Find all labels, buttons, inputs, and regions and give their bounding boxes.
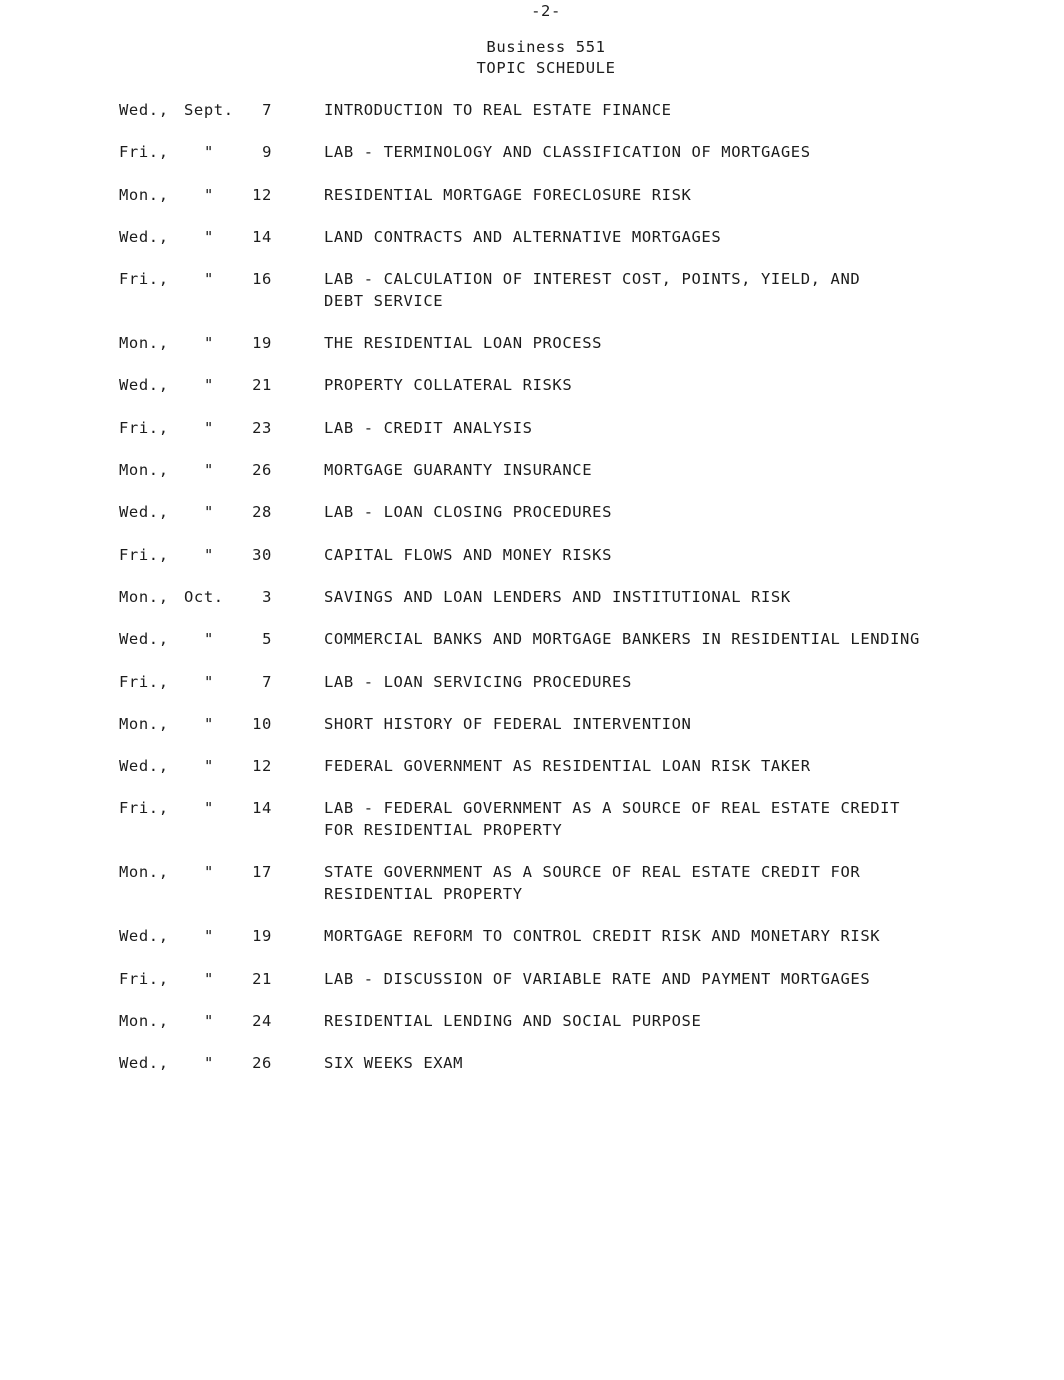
- schedule-day: Wed.,: [119, 630, 169, 649]
- schedule-date: 7: [262, 672, 272, 691]
- schedule-date: 12: [252, 185, 272, 204]
- schedule-date: 26: [252, 1054, 272, 1073]
- schedule-topic: CAPITAL FLOWS AND MONEY RISKS: [324, 545, 613, 564]
- schedule-row: [0, 184, 1064, 226]
- schedule-row: [0, 99, 1064, 141]
- topic-schedule: [0, 99, 1064, 1095]
- schedule-topic: MORTGAGE REFORM TO CONTROL CREDIT RISK AND MONETARY RISK: [324, 927, 881, 946]
- schedule-month: ": [204, 969, 214, 988]
- schedule-date: 21: [252, 969, 272, 988]
- schedule-month: ": [204, 376, 214, 395]
- schedule-topic: LAB - LOAN CLOSING PROCEDURES: [324, 503, 613, 522]
- schedule-day: Mon.,: [119, 587, 169, 606]
- schedule-topic: THE RESIDENTIAL LOAN PROCESS: [324, 334, 603, 353]
- schedule-row: [0, 459, 1064, 501]
- schedule-date: 12: [252, 757, 272, 776]
- schedule-date: 19: [252, 927, 272, 946]
- schedule-row: [0, 268, 1064, 332]
- schedule-topic: LAB - DISCUSSION OF VARIABLE RATE AND PAYMENT MORTGAGES: [324, 969, 871, 988]
- schedule-topic: FEDERAL GOVERNMENT AS RESIDENTIAL LOAN RISK TAKER: [324, 757, 811, 776]
- document-header: [0, 37, 1064, 79]
- schedule-topic: STATE GOVERNMENT AS A SOURCE OF REAL ESTATE CREDIT FOR RESIDENTIAL PROPERTY: [324, 863, 861, 904]
- schedule-row: [0, 586, 1064, 628]
- schedule-month: ": [204, 714, 214, 733]
- schedule-row: [0, 417, 1064, 459]
- schedule-topic: LAND CONTRACTS AND ALTERNATIVE MORTGAGES: [324, 227, 722, 246]
- schedule-date: 30: [252, 545, 272, 564]
- schedule-date: 21: [252, 376, 272, 395]
- schedule-day: Wed.,: [119, 1054, 169, 1073]
- schedule-topic: MORTGAGE GUARANTY INSURANCE: [324, 461, 593, 480]
- schedule-day: Fri.,: [119, 672, 169, 691]
- schedule-day: Mon.,: [119, 334, 169, 353]
- schedule-month: ": [204, 757, 214, 776]
- schedule-day: Fri.,: [119, 969, 169, 988]
- schedule-topic: RESIDENTIAL MORTGAGE FORECLOSURE RISK: [324, 185, 692, 204]
- schedule-day: Wed.,: [119, 376, 169, 395]
- schedule-month: ": [204, 1012, 214, 1031]
- schedule-row: [0, 968, 1064, 1010]
- schedule-topic: SAVINGS AND LOAN LENDERS AND INSTITUTIONAL RISK: [324, 587, 791, 606]
- schedule-month: ": [204, 418, 214, 437]
- schedule-month: ": [204, 270, 214, 289]
- schedule-topic: LAB - CREDIT ANALYSIS: [324, 418, 533, 437]
- schedule-day: Wed.,: [119, 927, 169, 946]
- schedule-month: ": [204, 863, 214, 882]
- schedule-month: ": [204, 503, 214, 522]
- schedule-day: Wed.,: [119, 503, 169, 522]
- schedule-date: 23: [252, 418, 272, 437]
- page-number: -2-: [531, 2, 561, 20]
- schedule-title: TOPIC SCHEDULE: [476, 59, 616, 77]
- schedule-topic: LAB - FEDERAL GOVERNMENT AS A SOURCE OF REAL ESTATE CREDIT FOR RESIDENTIAL PROPERTY: [324, 799, 901, 840]
- schedule-day: Fri.,: [119, 799, 169, 818]
- schedule-topic: COMMERCIAL BANKS AND MORTGAGE BANKERS IN RESIDENTIAL LENDING: [324, 630, 920, 649]
- schedule-date: 16: [252, 270, 272, 289]
- schedule-topic: SIX WEEKS EXAM: [324, 1054, 464, 1073]
- course-title: Business 551: [486, 38, 606, 56]
- schedule-date: 14: [252, 227, 272, 246]
- schedule-month: Oct.: [184, 587, 224, 606]
- schedule-row: [0, 628, 1064, 670]
- schedule-date: 9: [262, 143, 272, 162]
- schedule-topic: PROPERTY COLLATERAL RISKS: [324, 376, 573, 395]
- schedule-day: Wed.,: [119, 757, 169, 776]
- schedule-topic: INTRODUCTION TO REAL ESTATE FINANCE: [324, 101, 672, 119]
- schedule-row: [0, 332, 1064, 374]
- schedule-month: Sept.: [184, 101, 234, 119]
- schedule-date: 7: [262, 101, 272, 119]
- schedule-topic: SHORT HISTORY OF FEDERAL INTERVENTION: [324, 714, 692, 733]
- schedule-date: 17: [252, 863, 272, 882]
- schedule-month: ": [204, 927, 214, 946]
- schedule-day: Fri.,: [119, 143, 169, 162]
- schedule-date: 14: [252, 799, 272, 818]
- schedule-month: ": [204, 227, 214, 246]
- schedule-row: [0, 141, 1064, 183]
- schedule-day: Wed.,: [119, 227, 169, 246]
- schedule-day: Fri.,: [119, 418, 169, 437]
- schedule-row: [0, 797, 1064, 861]
- schedule-date: 10: [252, 714, 272, 733]
- schedule-row: [0, 713, 1064, 755]
- schedule-row: [0, 925, 1064, 967]
- schedule-month: ": [204, 672, 214, 691]
- schedule-row: [0, 1052, 1064, 1094]
- schedule-day: Mon.,: [119, 185, 169, 204]
- schedule-date: 3: [262, 587, 272, 606]
- schedule-date: 26: [252, 461, 272, 480]
- schedule-day: Mon.,: [119, 1012, 169, 1031]
- schedule-day: Mon.,: [119, 863, 169, 882]
- schedule-row: [0, 1010, 1064, 1052]
- schedule-topic: LAB - TERMINOLOGY AND CLASSIFICATION OF MORTGAGES: [324, 143, 811, 162]
- schedule-topic: LAB - CALCULATION OF INTEREST COST, POINTS, YIELD, AND DEBT SERVICE: [324, 270, 861, 311]
- schedule-date: 5: [262, 630, 272, 649]
- schedule-month: ": [204, 461, 214, 480]
- schedule-month: ": [204, 799, 214, 818]
- schedule-month: ": [204, 630, 214, 649]
- schedule-row: [0, 374, 1064, 416]
- schedule-row: [0, 671, 1064, 713]
- schedule-day: Mon.,: [119, 714, 169, 733]
- schedule-row: [0, 501, 1064, 543]
- schedule-topic: RESIDENTIAL LENDING AND SOCIAL PURPOSE: [324, 1012, 702, 1031]
- schedule-date: 28: [252, 503, 272, 522]
- schedule-month: ": [204, 1054, 214, 1073]
- schedule-month: ": [204, 185, 214, 204]
- schedule-row: [0, 755, 1064, 797]
- schedule-date: 19: [252, 334, 272, 353]
- schedule-day: Fri.,: [119, 545, 169, 564]
- schedule-row: [0, 544, 1064, 586]
- schedule-month: ": [204, 143, 214, 162]
- schedule-date: 24: [252, 1012, 272, 1031]
- schedule-day: Wed.,: [119, 101, 169, 119]
- schedule-row: [0, 226, 1064, 268]
- schedule-month: ": [204, 545, 214, 564]
- schedule-month: ": [204, 334, 214, 353]
- schedule-row: [0, 861, 1064, 925]
- schedule-topic: LAB - LOAN SERVICING PROCEDURES: [324, 672, 632, 691]
- schedule-day: Fri.,: [119, 270, 169, 289]
- schedule-day: Mon.,: [119, 461, 169, 480]
